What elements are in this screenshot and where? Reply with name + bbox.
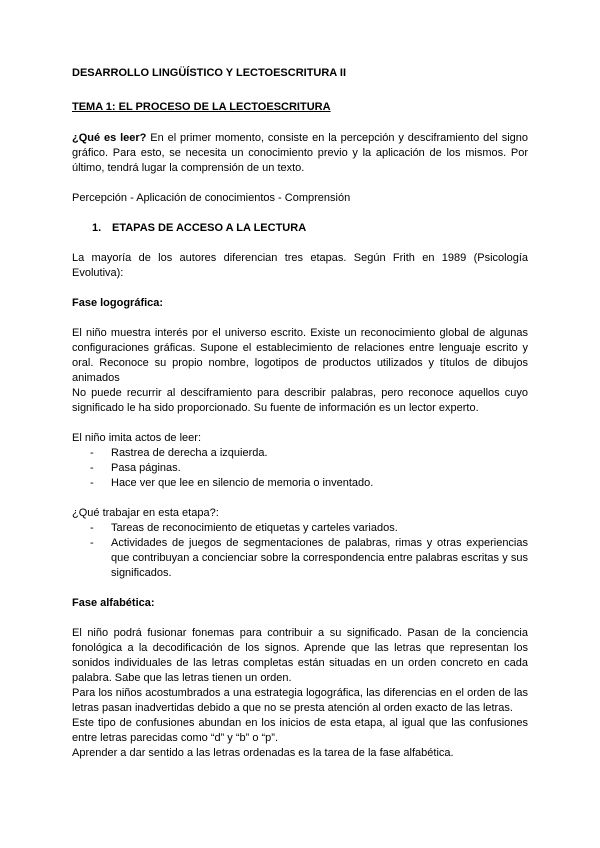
trabajar-label: ¿Qué trabajar en esta etapa?: [72, 507, 219, 519]
logografica-paragraph-2: No puede recurrir al desciframiento para describir palabras, pero reconoce aquellos cuyo significado le ha sido proporcionado. Su fuente de información es un lector experto. [72, 387, 528, 414]
dash-marker: - [90, 462, 94, 474]
tema-title: TEMA 1: EL PROCESO DE LA LECTOESCRITURA [72, 101, 331, 113]
list-item: - Rastrea de derecha a izquierda. [90, 447, 268, 459]
section-1-number: 1. [92, 222, 102, 234]
intro-paragraph [72, 131, 528, 176]
dash-marker: - [90, 522, 94, 534]
alfabetica-paragraph-2: Para los niños acostumbrados a una estrategia logográfica, las diferencias en el orden de las letras pasan inadvertidas debido a que no se presta atención al orden exacto de las letras. [72, 687, 528, 714]
alfabetica-paragraph-3: Este tipo de confusiones abundan en los inicios de esta etapa, al igual que las confusiones entre letras parecidas como “d” y “b” o “p”. [72, 717, 528, 744]
alfabetica-heading: Fase alfabética: [72, 597, 155, 609]
intro-text: En el primer momento, consiste en la percepción y desciframiento del signo gráfico. Para esto, se necesita un conocimiento previo y la aplicación de los mismos. Por último, tendrá lugar la comprensión de un texto. [72, 132, 528, 174]
list-item: - Hace ver que lee en silencio de memoria o inventado. [90, 477, 374, 489]
list-item: - Actividades de juegos de segmentaciones de palabras, rimas y otras experiencias que contribuyan a concienciar sobre la correspondencia entre palabras escritas y sus significados. [90, 537, 528, 579]
dash-marker: - [90, 447, 94, 459]
section-1-intro: La mayoría de los autores diferencian tres etapas. Según Frith en 1989 (Psicología Evolutiva): [72, 252, 528, 279]
dash-marker: - [90, 477, 94, 489]
section-1-heading [72, 221, 528, 236]
logografica-heading: Fase logográfica: [72, 297, 164, 309]
list-item: - Pasa páginas. [90, 462, 181, 474]
trabajar-list [72, 521, 528, 581]
process-line: Percepción - Aplicación de conocimientos - Comprensión [72, 192, 351, 204]
imita-list [72, 446, 528, 491]
imita-label: El niño imita actos de leer: [72, 432, 202, 444]
dash-marker: - [90, 537, 94, 549]
document-title: DESARROLLO LINGÜÍSTICO Y LECTOESCRITURA II [72, 67, 347, 79]
alfabetica-paragraph-4: Aprender a dar sentido a las letras ordenadas es la tarea de la fase alfabética. [72, 747, 454, 759]
alfabetica-paragraph-1: El niño podrá fusionar fonemas para contribuir a su significado. Pasan de la conciencia fonológica a la decodificación de los signos. Aprende que las letras que representan los sonidos individuales de las letras completas están situadas en un orden concreto en cada palabra. Sabe que las letras tienen un orden. [72, 627, 528, 684]
intro-lead: ¿Qué es leer? [72, 132, 147, 144]
logografica-paragraph-1: El niño muestra interés por el universo escrito. Existe un reconocimiento global de algunas configuraciones gráficas. Supone el establecimiento de relaciones entre lenguaje escrito y oral. Reconoce su propio nombre, logotipos de productos utilizados y títulos de dibujos animados [72, 327, 528, 384]
list-item: - Tareas de reconocimiento de etiquetas y carteles variados. [90, 522, 398, 534]
section-1-title: ETAPAS DE ACCESO A LA LECTURA [112, 222, 307, 234]
